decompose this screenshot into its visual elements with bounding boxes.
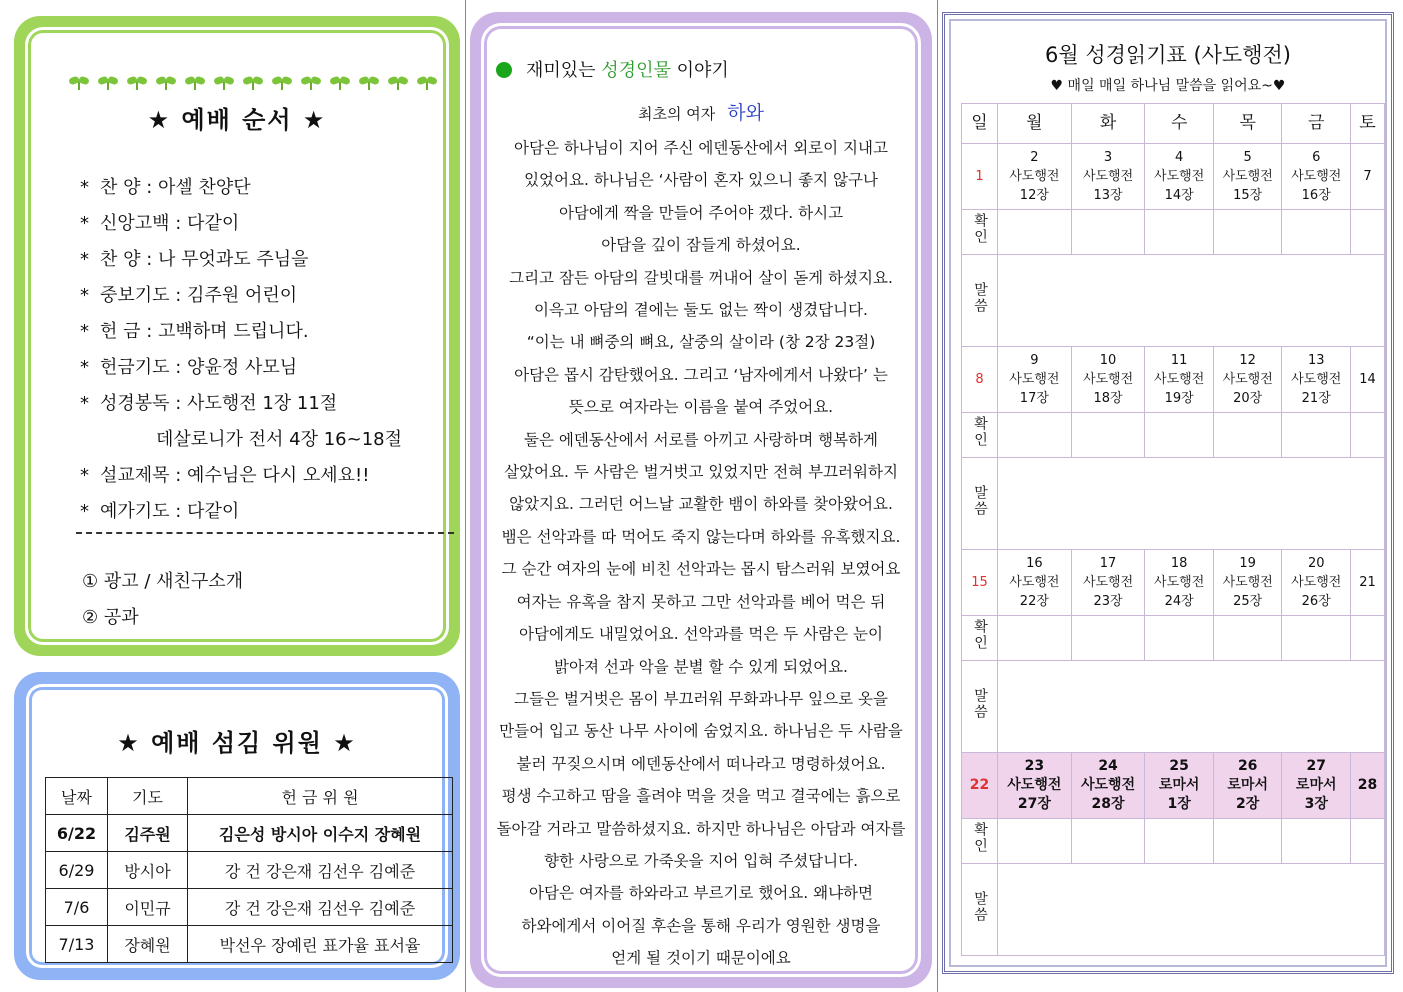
sunday-date: 22 (962, 753, 998, 819)
check-box-cell[interactable] (998, 616, 1072, 661)
story-line: 여자는 유혹을 참지 못하고 그만 선악과를 베어 먹은 뒤 (516, 592, 886, 611)
story-line: 아담은 여자를 하와라고 부르기로 했어요. 왜냐하면 (529, 884, 873, 903)
reading-day-cell: 10 사도행전 18장 (1071, 347, 1145, 413)
note-item: ② 공과 (82, 607, 139, 628)
calendar-subtitle: ♥ 매일 매일 하나님 말씀을 읽어요~♥ (1050, 78, 1286, 94)
weekday-header: 월 (998, 104, 1072, 144)
word-row (962, 458, 1385, 550)
check-empty-cell (1351, 819, 1385, 864)
staff-table (45, 777, 453, 963)
check-row (962, 819, 1385, 864)
table-header-row (46, 778, 453, 815)
column-header: 헌 금 위 원 (188, 778, 453, 815)
order-item: * 헌 금 : 고백하며 드립니다. (80, 321, 309, 342)
check-box-cell[interactable] (1071, 819, 1145, 864)
story-frame (481, 23, 921, 977)
table-row: 6/22 김주원 김은성 방시아 이수지 장혜원 (46, 815, 453, 852)
story-line: 있었어요. 하나님은 ‘사람이 혼자 있으니 좋지 않구나 (524, 171, 878, 190)
word-label: 말씀 (962, 661, 998, 753)
reading-calendar-panel (942, 12, 1394, 974)
right-divider (937, 0, 938, 992)
check-empty-cell (1351, 413, 1385, 458)
reading-day-cell: 18 사도행전 24장 (1145, 550, 1214, 616)
check-row (962, 210, 1385, 255)
check-box-cell[interactable] (1213, 210, 1282, 255)
word-label: 말씀 (962, 458, 998, 550)
weekday-header: 목 (1213, 104, 1282, 144)
check-box-cell[interactable] (998, 210, 1072, 255)
table-row: 7/13 장혜원 박선우 장예린 표가율 표서율 (46, 926, 453, 963)
calendar-week-row (962, 144, 1385, 210)
check-label: 확인 (962, 413, 998, 458)
story-line: 둘은 에덴동산에서 서로를 아끼고 사랑하며 행복하게 (523, 430, 879, 449)
saturday-date: 28 (1351, 753, 1385, 819)
story-line: 돌아갈 거라고 말씀하셨지요. 하지만 하나님은 아담과 여자를 (496, 819, 906, 838)
check-box-cell[interactable] (998, 413, 1072, 458)
check-box-cell[interactable] (1213, 616, 1282, 661)
reading-day-cell: 5 사도행전 15장 (1213, 144, 1282, 210)
order-item: * 중보기도 : 김주원 어린이 (80, 285, 298, 306)
check-label: 확인 (962, 616, 998, 661)
reading-day-cell: 27 로마서 3장 (1282, 753, 1351, 819)
story-line: 밝아져 선과 악을 분별 할 수 있게 되었어요. (554, 657, 848, 676)
order-item-continued: 데살로니가 전서 4장 16~18절 (156, 429, 402, 450)
check-box-cell[interactable] (1145, 616, 1214, 661)
reading-day-cell: 3 사도행전 13장 (1071, 144, 1145, 210)
word-row (962, 864, 1385, 956)
sunday-date: 8 (962, 347, 998, 413)
story-line: 뜻으로 여자라는 이름을 붙여 주었어요. (568, 398, 834, 417)
check-row (962, 616, 1385, 661)
story-line: 뱀은 선악과를 따 먹어도 죽지 않는다며 하와를 유혹했지요. (501, 527, 901, 546)
calendar-week-row (962, 753, 1385, 819)
word-row (962, 661, 1385, 753)
reading-day-cell: 2 사도행전 12장 (998, 144, 1072, 210)
check-label: 확인 (962, 819, 998, 864)
note-item: ① 광고 / 새친구소개 (82, 571, 244, 592)
story-line: 아담은 몹시 감탄했어요. 그리고 ‘남자에게서 나왔다’ 는 (514, 365, 888, 384)
weekday-header: 금 (1282, 104, 1351, 144)
order-item: * 찬 양 : 아셀 찬양단 (80, 177, 251, 198)
reading-day-cell: 24 사도행전 28장 (1071, 753, 1145, 819)
check-box-cell[interactable] (1071, 616, 1145, 661)
worship-order-panel (14, 16, 460, 656)
check-box-cell[interactable] (1282, 210, 1351, 255)
worship-order-title: ★ 예배 순서 ★ (147, 106, 327, 134)
calendar-week-row (962, 347, 1385, 413)
word-row (962, 255, 1385, 347)
word-label: 말씀 (962, 255, 998, 347)
character-name: 하와 (727, 102, 764, 124)
check-empty-cell (1351, 616, 1385, 661)
word-write-cell[interactable] (998, 661, 1385, 753)
saturday-date: 21 (1351, 550, 1385, 616)
story-body (490, 132, 912, 975)
check-box-cell[interactable] (1145, 413, 1214, 458)
check-box-cell[interactable] (998, 819, 1072, 864)
weekday-header: 화 (1071, 104, 1145, 144)
worship-staff-frame (26, 684, 448, 968)
sprout-border (68, 70, 438, 90)
check-label: 확인 (962, 210, 998, 255)
story-line: 아담을 깊이 잠들게 하셨어요. (601, 236, 801, 255)
check-box-cell[interactable] (1071, 210, 1145, 255)
word-write-cell[interactable] (998, 864, 1385, 956)
check-box-cell[interactable] (1282, 616, 1351, 661)
order-item: * 설교제목 : 예수님은 다시 오세요!! (80, 465, 370, 486)
weekday-header-row (962, 104, 1385, 144)
worship-order-list (80, 170, 402, 530)
reading-day-cell: 17 사도행전 23장 (1071, 550, 1145, 616)
worship-staff-panel (14, 672, 460, 980)
story-line: 아담은 하나님이 지어 주신 에덴동산에서 외로이 지내고 (514, 139, 888, 157)
story-heading: 재미있는 성경인물 이야기 (496, 56, 729, 82)
story-line: 않았지요. 그러던 어느날 교활한 뱀이 하와를 찾아왔어요. (509, 495, 893, 514)
order-item: * 찬 양 : 나 무엇과도 주님을 (80, 249, 309, 270)
reading-day-cell: 20 사도행전 26장 (1282, 550, 1351, 616)
story-line: 만들어 입고 동산 나무 사이에 숨었지요. 하나님은 두 사람을 (499, 722, 903, 741)
check-box-cell[interactable] (1213, 413, 1282, 458)
story-panel (470, 12, 932, 988)
story-line: 하와에게서 이어질 후손을 통해 우리가 영원한 생명을 (521, 916, 881, 935)
story-subtitle: 최초의 여자 하와 (638, 102, 764, 124)
story-line: “이는 내 뼈중의 뼈요, 살중의 살이라 (창 2장 23절) (526, 333, 876, 352)
reading-day-cell: 12 사도행전 20장 (1213, 347, 1282, 413)
check-box-cell[interactable] (1213, 819, 1282, 864)
story-line: 그들은 벌거벗은 몸이 부끄러워 무화과나무 잎으로 옷을 (514, 689, 888, 708)
order-item: * 헌금기도 : 양윤정 사모님 (80, 357, 298, 378)
reading-day-cell: 26 로마서 2장 (1213, 753, 1282, 819)
worship-staff-title: ★ 예배 섬김 위원 ★ (117, 729, 357, 757)
sunday-date: 1 (962, 144, 998, 210)
check-box-cell[interactable] (1071, 413, 1145, 458)
reading-day-cell: 19 사도행전 25장 (1213, 550, 1282, 616)
reading-day-cell: 9 사도행전 17장 (998, 347, 1072, 413)
reading-day-cell: 4 사도행전 14장 (1145, 144, 1214, 210)
reading-day-cell: 6 사도행전 16장 (1282, 144, 1351, 210)
calendar-week-row (962, 550, 1385, 616)
left-divider (465, 0, 466, 992)
reading-calendar-table (961, 103, 1385, 956)
table-row: 6/29 방시아 강 건 강은재 김선우 김예준 (46, 852, 453, 889)
column-header: 기도 (108, 778, 188, 815)
story-line: 평생 수고하고 땀을 흘려야 먹을 것을 먹고 결국에는 흙으로 (501, 787, 901, 806)
check-box-cell[interactable] (1145, 210, 1214, 255)
worship-order-frame (25, 27, 449, 645)
check-box-cell[interactable] (1282, 819, 1351, 864)
weekday-header: 수 (1145, 104, 1214, 144)
check-box-cell[interactable] (1145, 819, 1214, 864)
check-empty-cell (1351, 210, 1385, 255)
story-line: 살았어요. 두 사람은 벌거벗고 있었지만 전혀 부끄러워하지 (504, 463, 898, 482)
weekday-header: 일 (962, 104, 998, 144)
word-write-cell[interactable] (998, 458, 1385, 550)
story-line: 그리고 잠든 아담의 갈빗대를 꺼내어 살이 돋게 하셨지요. (509, 268, 893, 287)
story-line: 아담에게도 내밀었어요. 선악과를 먹은 두 사람은 눈이 (519, 625, 883, 644)
saturday-date: 7 (1351, 144, 1385, 210)
worship-notes (82, 564, 243, 636)
story-line: 향한 사랑으로 가죽옷을 지어 입혀 주셨답니다. (543, 851, 859, 870)
reading-day-cell: 11 사도행전 19장 (1145, 347, 1214, 413)
green-dot-icon (496, 62, 512, 78)
reading-day-cell: 25 로마서 1장 (1145, 753, 1214, 819)
dashed-divider (76, 532, 454, 534)
weekday-header: 토 (1351, 104, 1385, 144)
calendar-title: 6월 성경읽기표 (사도행전) (1045, 43, 1291, 67)
saturday-date: 14 (1351, 347, 1385, 413)
check-row (962, 413, 1385, 458)
reading-day-cell: 16 사도행전 22장 (998, 550, 1072, 616)
order-item: * 신앙고백 : 다같이 (80, 213, 240, 234)
reading-day-cell: 23 사도행전 27장 (998, 753, 1072, 819)
story-line: 불러 꾸짖으시며 에덴동산에서 떠나라고 명령하셨어요. (516, 754, 886, 773)
order-item: * 성경봉독 : 사도행전 1장 11절 (80, 393, 338, 414)
word-write-cell[interactable] (998, 255, 1385, 347)
word-label: 말씀 (962, 864, 998, 956)
story-line: 얻게 될 것이기 때문이에요 (611, 949, 791, 968)
sunday-date: 15 (962, 550, 998, 616)
check-box-cell[interactable] (1282, 413, 1351, 458)
story-line: 이윽고 아담의 곁에는 둘도 없는 짝이 생겼답니다. (534, 301, 868, 320)
order-item: * 예가기도 : 다같이 (80, 501, 240, 522)
reading-day-cell: 13 사도행전 21장 (1282, 347, 1351, 413)
story-line: 그 순간 여자의 눈에 비친 선악과는 몹시 탐스러워 보였어요 (501, 560, 901, 579)
table-row: 7/6 이민규 강 건 강은재 김선우 김예준 (46, 889, 453, 926)
story-line: 아담에게 짝을 만들어 주어야 겠다. 하시고 (558, 203, 844, 222)
column-header: 날짜 (46, 778, 108, 815)
